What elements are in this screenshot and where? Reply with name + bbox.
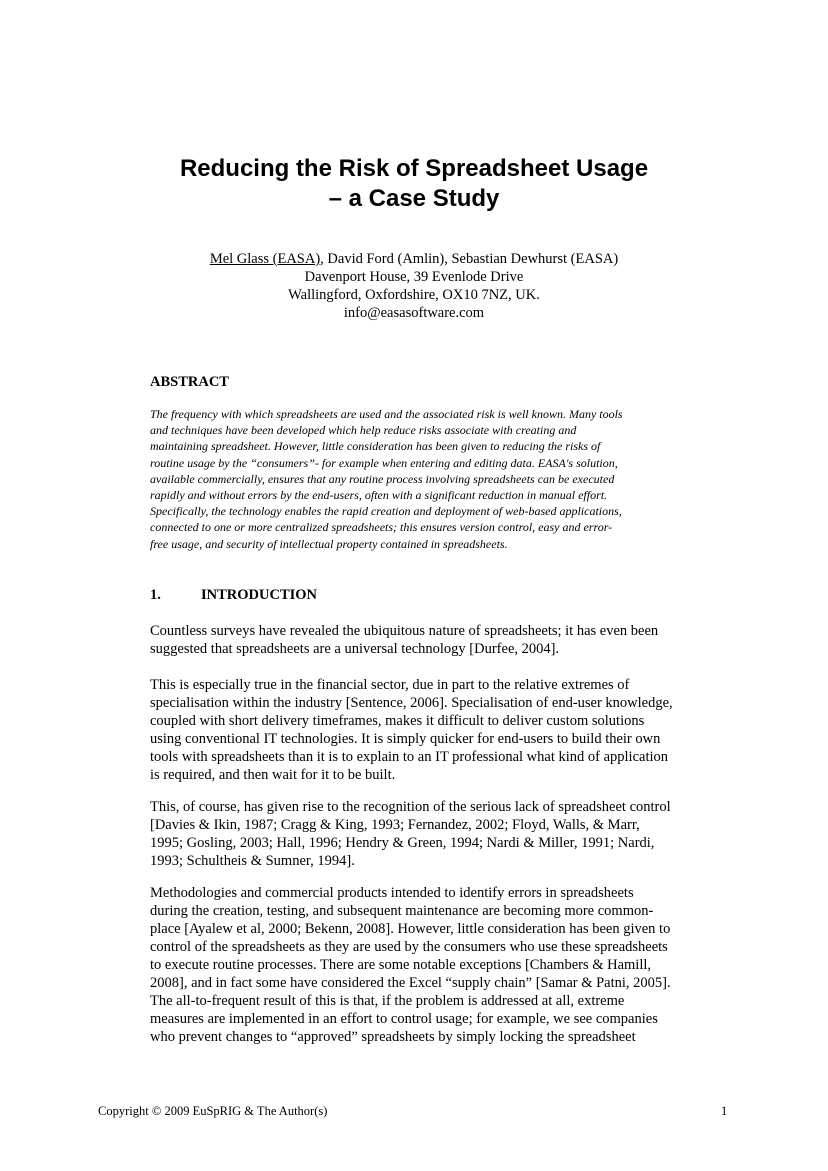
paragraph-line: place [Ayalew et al, 2000; Bekenn, 2008]. However, little consideration has been given to — [150, 921, 671, 937]
paragraph-line: Methodologies and commercial products intended to identify errors in spreadsheets — [150, 885, 634, 901]
title-line-1: Reducing the Risk of Spreadsheet Usage — [179, 155, 649, 182]
paragraph-line: measures are implemented in an effort to control usage; for example, we see companies — [150, 1011, 658, 1027]
paragraph-line: 1993; Schultheis & Sumner, 1994]. — [150, 853, 355, 869]
section-heading-introduction — [150, 586, 317, 604]
paragraph-line: 1995; Gosling, 2003; Hall, 1996; Hendry & Green, 1994; Nardi & Miller, 1991; Nardi, — [150, 835, 655, 851]
paragraph-line: coupled with short delivery timeframes, makes it difficult to deliver custom solutions — [150, 713, 645, 729]
paragraph-4 — [150, 884, 710, 1046]
abstract-line: free usage, and security of intellectual property contained in spreadsheets. — [150, 536, 508, 551]
paragraph-line: who prevent changes to “approved” spreadsheets by simply locking the spreadsheet — [150, 1029, 636, 1045]
abstract-line: routine usage by the “consumers”- for example when entering and editing data. EASA's solution, — [150, 455, 618, 470]
abstract-line: Specifically, the technology enables the rapid creation and deployment of web-based applications, — [150, 504, 622, 519]
presenting-author: Mel Glass (EASA) — [209, 251, 321, 267]
paragraph-line: to execute routine processes. There are some notable exceptions [Chambers & Hamill, — [150, 957, 652, 973]
section-title: INTRODUCTION — [201, 587, 318, 603]
abstract-line: available commercially, ensures that any routine process involving spreadsheets can be executed — [150, 471, 615, 486]
title-line-2: – a Case Study — [328, 185, 500, 212]
co-authors: , David Ford (Amlin), Sebastian Dewhurst (EASA) — [320, 251, 619, 267]
paragraph-line: Countless surveys have revealed the ubiquitous nature of spreadsheets; it has even been — [150, 623, 659, 639]
paragraph-line: The all-to-frequent result of this is that, if the problem is addressed at all, extreme — [150, 993, 625, 1009]
abstract-line: The frequency with which spreadsheets are used and the associated risk is well known. Many tools — [150, 407, 623, 421]
paragraph-line: 2008], and in fact some have considered the Excel “supply chain” [Samar & Patni, 2005]. — [150, 975, 671, 991]
abstract-text — [150, 406, 700, 552]
abstract-line: maintaining spreadsheet. However, little consideration has been given to reducing the risks of — [150, 439, 601, 454]
paragraph-3 — [150, 798, 710, 870]
footer-page-number: 1 — [721, 1104, 728, 1118]
footer-copyright: Copyright © 2009 EuSpRIG & The Author(s) — [98, 1104, 328, 1118]
author-block — [0, 250, 828, 322]
abstract-line: and techniques have been developed which help reduce risks associate with creating and — [150, 423, 577, 438]
author-line — [0, 250, 828, 268]
paragraph-line: This is especially true in the financial sector, due in part to the relative extremes of — [150, 677, 630, 693]
address-line-1: Davenport House, 39 Evenlode Drive — [304, 269, 524, 285]
address-line-2: Wallingford, Oxfordshire, OX10 7NZ, UK. — [288, 287, 540, 303]
contact-email: info@easasoftware.com — [343, 305, 485, 321]
paragraph-line: This, of course, has given rise to the recognition of the serious lack of spreadsheet control — [150, 799, 671, 815]
paragraph-line: [Davies & Ikin, 1987; Cragg & King, 1993; Fernandez, 2002; Floyd, Walls, & Marr, — [150, 817, 640, 833]
paragraph-line: control of the spreadsheets as they are used by the consumers who use these spreadsheets — [150, 939, 668, 955]
paragraph-line: using conventional IT technologies. It is simply quicker for end-users to build their own — [150, 731, 661, 747]
abstract-heading: ABSTRACT — [150, 374, 229, 390]
paragraph-line: suggested that spreadsheets are a universal technology [Durfee, 2004]. — [150, 641, 560, 657]
paragraph-line: is required, and then wait for it to be built. — [150, 767, 396, 783]
paragraph-line: specialisation within the industry [Sentence, 2006]. Specialisation of end-user knowledge, — [150, 695, 673, 711]
paragraph-2 — [150, 676, 710, 784]
section-number: 1. — [150, 587, 161, 603]
paragraph-1 — [150, 622, 710, 658]
abstract-line: rapidly and without errors by the end-users, often with a significant reduction in manual effort. — [150, 488, 608, 503]
paragraph-line: during the creation, testing, and subsequent maintenance are becoming more common- — [150, 903, 654, 919]
abstract-line: connected to one or more centralized spreadsheets; this ensures version control, easy and error- — [150, 520, 613, 535]
paragraph-line: tools with spreadsheets than it is to explain to an IT professional what kind of application — [150, 749, 669, 765]
paper-title — [0, 154, 828, 214]
